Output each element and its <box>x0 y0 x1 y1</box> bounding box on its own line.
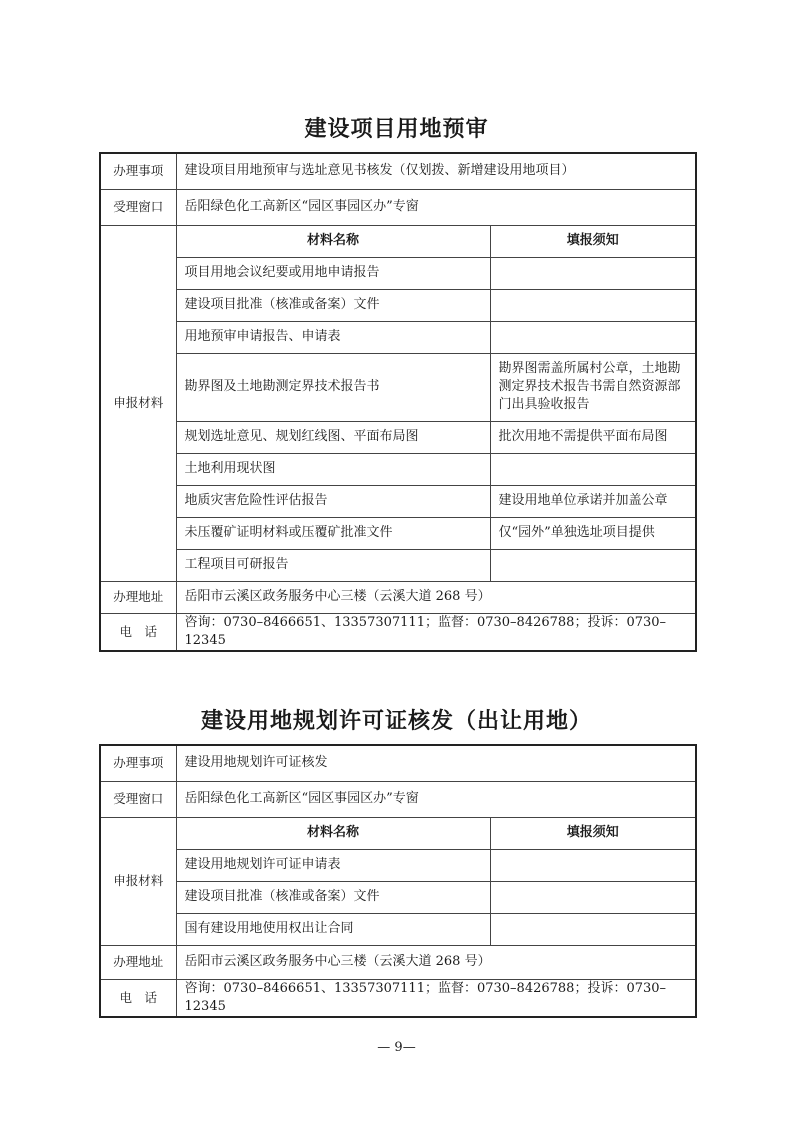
material-note: 批次用地不需提供平面布局图 <box>490 421 696 453</box>
address-value: 岳阳市云溪区政务服务中心三楼（云溪大道 268 号） <box>176 581 696 613</box>
col-material-name: 材料名称 <box>176 817 490 849</box>
table-row <box>100 257 696 289</box>
table-row <box>100 979 696 1017</box>
table-row <box>100 453 696 485</box>
material-name: 勘界图及土地勘测定界技术报告书 <box>176 353 490 421</box>
material-name: 建设用地规划许可证申请表 <box>176 849 490 881</box>
material-name: 未压覆矿证明材料或压覆矿批准文件 <box>176 517 490 549</box>
phone-label: 电 话 <box>100 979 176 1017</box>
item-value: 建设项目用地预审与选址意见书核发（仅划拨、新增建设用地项目） <box>176 153 696 189</box>
table-row <box>100 321 696 353</box>
table-row <box>100 353 696 421</box>
material-name: 国有建设用地使用权出让合同 <box>176 913 490 945</box>
table-row <box>100 849 696 881</box>
table-row <box>100 613 696 651</box>
material-name: 地质灾害危险性评估报告 <box>176 485 490 517</box>
table-row <box>100 745 696 781</box>
materials-label: 申报材料 <box>100 817 176 945</box>
material-note <box>490 289 696 321</box>
col-material-name: 材料名称 <box>176 225 490 257</box>
table-row <box>100 421 696 453</box>
material-note: 仅“园外”单独选址项目提供 <box>490 517 696 549</box>
material-note <box>490 913 696 945</box>
material-note: 建设用地单位承诺并加盖公章 <box>490 485 696 517</box>
section1-table <box>99 152 697 652</box>
col-notes: 填报须知 <box>490 817 696 849</box>
table-row <box>100 549 696 581</box>
material-name: 项目用地会议纪要或用地申请报告 <box>176 257 490 289</box>
table-row <box>100 945 696 979</box>
material-name: 建设项目批准（核准或备案）文件 <box>176 881 490 913</box>
material-note <box>490 257 696 289</box>
table-header-row <box>100 225 696 257</box>
table-row <box>100 153 696 189</box>
address-label: 办理地址 <box>100 581 176 613</box>
phone-label: 电 话 <box>100 613 176 651</box>
material-note <box>490 453 696 485</box>
material-name: 工程项目可研报告 <box>176 549 490 581</box>
material-note <box>490 849 696 881</box>
table-row <box>100 781 696 817</box>
window-value: 岳阳绿色化工高新区“园区事园区办”专窗 <box>176 781 696 817</box>
page-number: — 9— <box>377 1040 416 1055</box>
material-note <box>490 549 696 581</box>
table-row <box>100 189 696 225</box>
item-value: 建设用地规划许可证核发 <box>176 745 696 781</box>
table-row <box>100 485 696 517</box>
section2-table <box>99 744 697 1018</box>
phone-value: 咨询：0730–8466651、13357307111；监督：0730–8426788；投诉：0730–12345 <box>176 613 696 651</box>
section1-title: 建设项目用地预审 <box>304 117 489 142</box>
window-label: 受理窗口 <box>100 781 176 817</box>
table-row <box>100 581 696 613</box>
table-row <box>100 289 696 321</box>
window-label: 受理窗口 <box>100 189 176 225</box>
address-label: 办理地址 <box>100 945 176 979</box>
table-row <box>100 881 696 913</box>
section2-title: 建设用地规划许可证核发（出让用地） <box>200 709 592 734</box>
material-name: 建设项目批准（核准或备案）文件 <box>176 289 490 321</box>
materials-label: 申报材料 <box>100 225 176 581</box>
table-row <box>100 913 696 945</box>
table-row <box>100 517 696 549</box>
item-label: 办理事项 <box>100 745 176 781</box>
window-value: 岳阳绿色化工高新区“园区事园区办”专窗 <box>176 189 696 225</box>
item-label: 办理事项 <box>100 153 176 189</box>
material-name: 土地利用现状图 <box>176 453 490 485</box>
material-note: 勘界图需盖所属村公章，土地勘测定界技术报告书需自然资源部门出具验收报告 <box>490 353 696 421</box>
table-header-row <box>100 817 696 849</box>
material-name: 规划选址意见、规划红线图、平面布局图 <box>176 421 490 453</box>
material-note <box>490 881 696 913</box>
material-name: 用地预审申请报告、申请表 <box>176 321 490 353</box>
address-value: 岳阳市云溪区政务服务中心三楼（云溪大道 268 号） <box>176 945 696 979</box>
phone-value: 咨询：0730–8466651、13357307111；监督：0730–8426788；投诉：0730–12345 <box>176 979 696 1017</box>
material-note <box>490 321 696 353</box>
col-notes: 填报须知 <box>490 225 696 257</box>
